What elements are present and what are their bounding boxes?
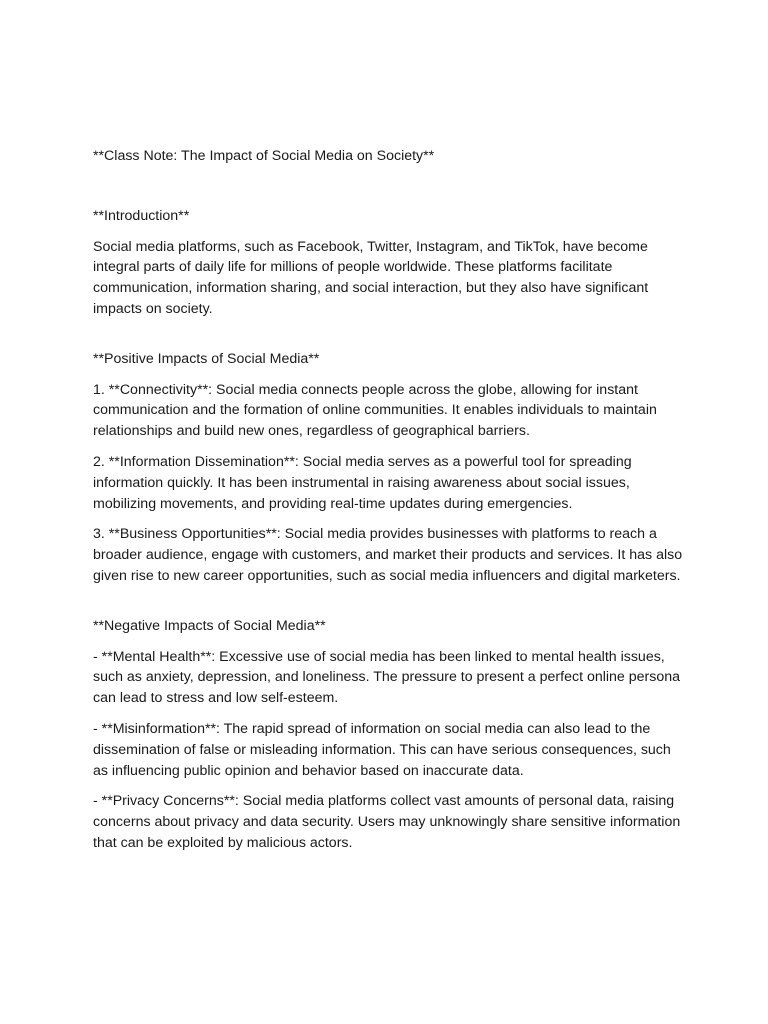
section-heading: **Introduction** — [93, 207, 190, 224]
list-item: 1. **Connectivity**: Social media connects people across the globe, allowing for instant communication and the formation of online communities. It enables individuals to maintain relationships and build new ones, regardless of geographical barriers. — [93, 381, 657, 440]
document-page — [93, 146, 683, 883]
section-negative-impacts — [93, 616, 683, 854]
section-positive-impacts — [93, 349, 683, 587]
list-item: 3. **Business Opportunities**: Social media provides businesses with platforms to reach a broader audience, engage with customers, and market their products and services. It has also given rise to new career opportunities, such as social media influencers and digital marketers. — [93, 526, 683, 584]
section-heading: **Negative Impacts of Social Media** — [93, 617, 326, 634]
paragraph: Social media platforms, such as Facebook, Twitter, Instagram, and TikTok, have become integral parts of daily life for millions of people worldwide. These platforms facilitate communication, information sharing, and social interaction, but they also have significant impacts on society. — [93, 238, 649, 317]
list-item: - **Mental Health**: Excessive use of social media has been linked to mental health issues, such as anxiety, depression, and loneliness. The pressure to present a perfect online persona can lead to stress and low self-esteem. — [93, 648, 681, 707]
section-introduction — [93, 206, 683, 320]
list-item: - **Privacy Concerns**: Social media platforms collect vast amounts of personal data, raising concerns about privacy and data security. Users may unknowingly share sensitive information that can be exploited by malicious actors. — [93, 793, 681, 851]
list-item: 2. **Information Dissemination**: Social media serves as a powerful tool for spreading information quickly. It has been instrumental in raising awareness about social issues, mobilizing movements, and providing real-time updates during emergencies. — [93, 453, 632, 512]
document-title: **Class Note: The Impact of Social Media on Society** — [93, 148, 435, 164]
section-heading: **Positive Impacts of Social Media** — [93, 350, 320, 367]
list-item: - **Misinformation**: The rapid spread of information on social media can also lead to the dissemination of false or misleading information. This can have serious consequences, such as influencing public opinion and behavior based on inaccurate data. — [93, 720, 671, 779]
